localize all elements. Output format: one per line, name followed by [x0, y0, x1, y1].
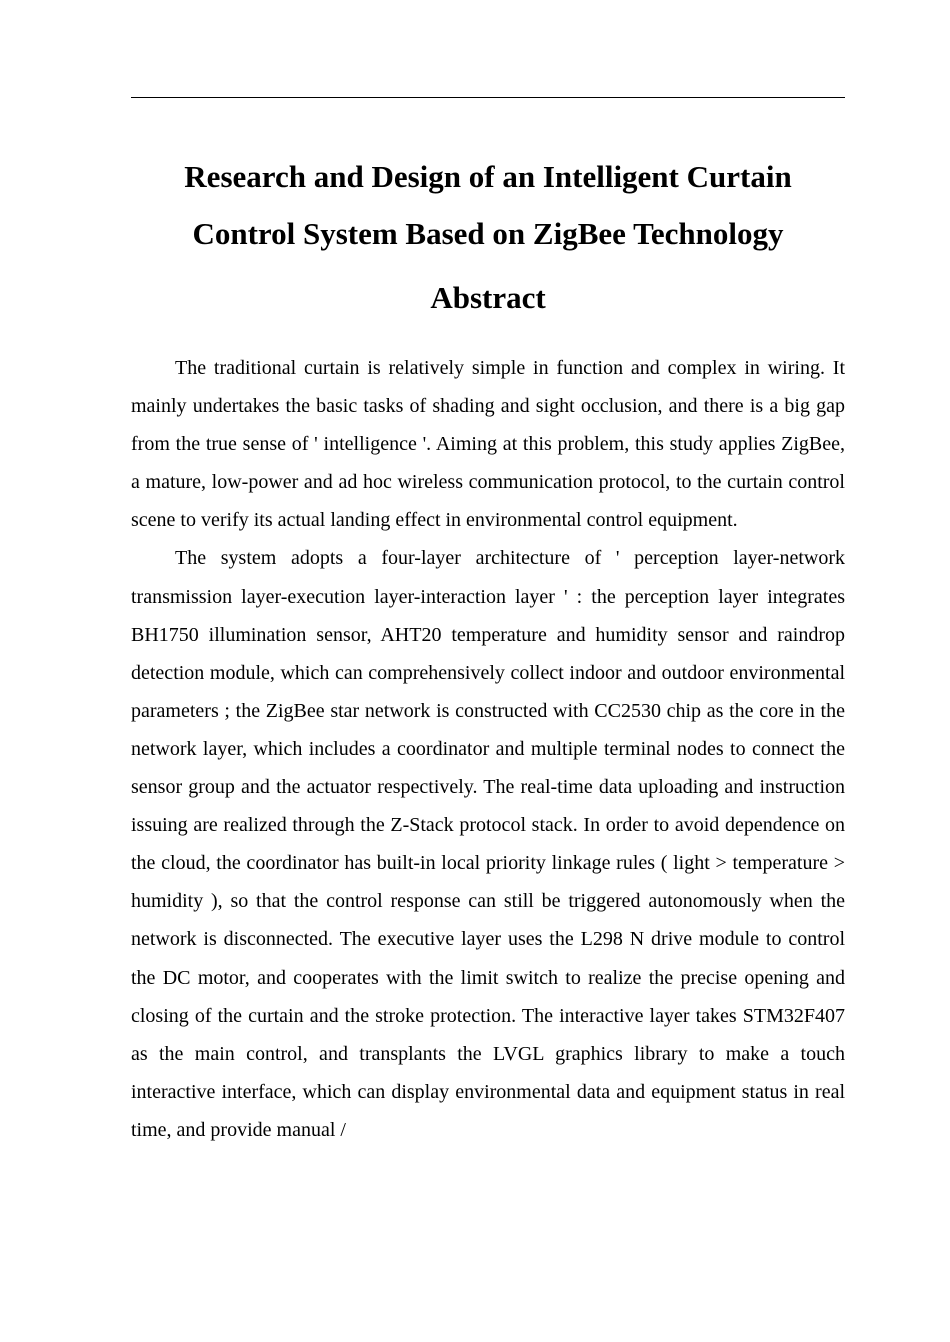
- abstract-paragraph-1: The traditional curtain is relatively simple in function and complex in wiring. It mainly undertakes the basic tasks of shading and sight occlusion, and there is a big gap from the true sense of ' intelligence '. Aiming at this problem, this study applies ZigBee, a mature, low-power and ad hoc wireless communication protocol, to the curtain control scene to verify its actual landing effect in environmental control equipment.: [131, 357, 845, 532]
- abstract-body: [131, 349, 845, 1149]
- paper-title: [131, 148, 845, 262]
- abstract-heading: Abstract: [430, 280, 546, 315]
- paper-title-line-1: Research and Design of an Intelligent Curtain: [184, 159, 792, 194]
- paper-title-line-2: Control System Based on ZigBee Technology: [192, 216, 784, 251]
- abstract-paragraph-2: The system adopts a four-layer architecture of ' perception layer-network transmission layer-execution layer-interaction layer ' : the perception layer integrates BH1750 illumination sensor, AHT20 temperature and humidity sensor and raindrop detection module, which can comprehensively collect indoor and outdoor environmental parameters ; the ZigBee star network is constructed with CC2530 chip as the core in the network layer, which includes a coordinator and multiple terminal nodes to connect the sensor group and the actuator respectively. The real-time data uploading and instruction issuing are realized through the Z-Stack protocol stack. In order to avoid dependence on the cloud, the coordinator has built-in local priority linkage rules ( light > temperature > humidity ), so that the control response can still be triggered autonomously when the network is disconnected. The executive layer uses the L298 N drive module to control the DC motor, and cooperates with the limit switch to realize the precise opening and closing of the curtain and the stroke protection. The interactive layer takes STM32F407 as the main control, and transplants the LVGL graphics library to make a touch interactive interface, which can display environmental data and equipment status in real time, and provide manual /: [131, 547, 845, 1141]
- header-rule: [131, 97, 845, 98]
